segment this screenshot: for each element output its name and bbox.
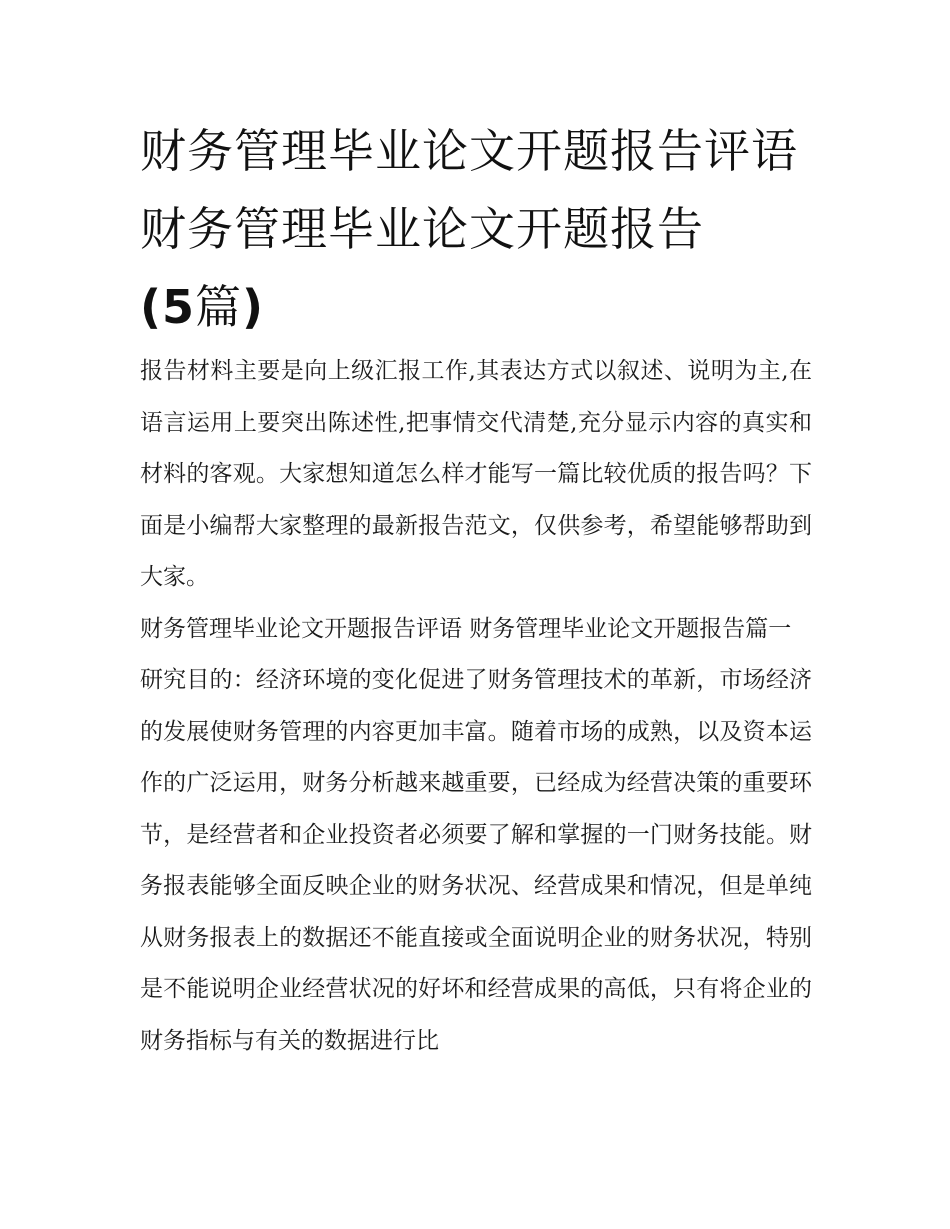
intro-paragraph: 报告材料主要是向上级汇报工作,其表达方式以叙述、说明为主,在语言运用上要突出陈述性,把事情交代清楚,充分显示内容的真实和材料的客观。大家想知道怎么样才能写一篇比较优质的报告吗？下面是小编帮大家整理的最新报告范文，仅供参考，希望能够帮助到大家。 (140, 358, 812, 590)
section-heading: 财务管理毕业论文开题报告评语 财务管理毕业论文开题报告篇一 (140, 615, 792, 642)
document-title-unit: 篇 (195, 280, 243, 334)
body-paragraph: 研究目的：经济环境的变化促进了财务管理技术的革新，市场经济的发展使财务管理的内容更加丰富。随着市场的成熟，以及资本运作的广泛运用，财务分析越来越重要，已经成为经营决策的重要环节，是经营者和企业投资者必须要了解和掌握的一门财务技能。财务报表能够全面反映企业的财务状况、经营成果和情况，但是单纯从财务报表上的数据还不能直接或全面说明企业的财务状况，特别是不能说明企业经营状况的好坏和经营成果的高低，只有将企业的财务指标与有关的数据进行比 (140, 667, 812, 1054)
document-title (140, 112, 812, 346)
document-title-open-paren: ( (140, 280, 163, 334)
document-title-count: 5 (162, 280, 196, 334)
document-title-text: 财务管理毕业论文开题报告评语 财务管理毕业论文开题报告 (140, 124, 798, 256)
document-title-close-paren: ) (242, 280, 265, 334)
document-content (140, 112, 812, 1067)
